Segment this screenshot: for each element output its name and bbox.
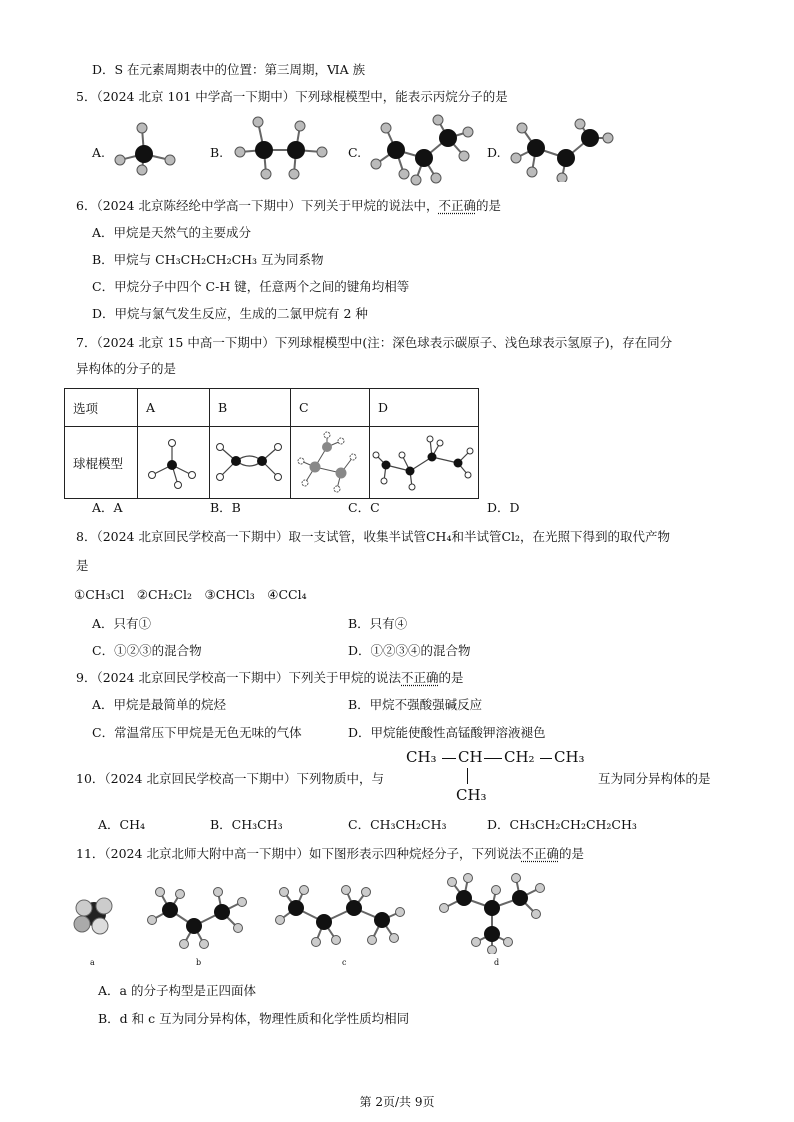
q9-stem: 9．（2024 北京回民学校高一下期中）下列关于甲烷的说法不正确的是 [76,670,464,685]
q7-option-a: A．A [92,500,123,515]
q11-model-b [144,880,254,952]
q10-option-a: A．CH₄ [98,817,146,832]
q11-option-a: A．a 的分子构型是正四面体 [98,983,256,998]
q7-model-d [370,427,478,495]
q11-label-d: d [494,958,500,967]
q6-option-a: A．甲烷是天然气的主要成分 [92,225,252,240]
q7-header-b: B [210,389,291,427]
q8-option-b: B．只有④ [348,616,408,631]
q10-stem: 10．（2024 北京回民学校高一下期中）下列物质中，与 [76,771,384,786]
q5-model-b [230,112,340,182]
q8-option-d: D．①②③④的混合物 [348,643,471,658]
q10-bond-2 [484,758,502,759]
q9-option-a: A．甲烷是最简单的烷烃 [92,697,227,712]
q10-bond-3 [540,758,552,759]
q5-label-d: D. [487,145,501,160]
q7-option-b: B．B [210,500,241,515]
q11-label-c: c [342,958,347,967]
q7-model-b [210,427,290,495]
q10-structural-formula [406,748,596,808]
q5-stem: 5．（2024 北京 101 中学高一下期中）下列球棍模型中，能表示丙烷分子的是 [76,89,508,104]
q11-label-b: b [196,958,202,967]
q5-label-c: C. [348,145,362,160]
q8-stem-line1: 8．（2024 北京回民学校高一下期中）取一支试管，收集半试管CH₄和半试管Cl₂，在光照下得到的取代产物 [76,529,671,544]
q11-model-d [436,870,556,954]
q11-label-a: a [90,958,95,967]
q11-option-b: B．d 和 c 互为同分异构体，物理性质和化学性质均相同 [98,1011,410,1026]
q7-model-a [138,427,208,495]
q10-bond-1 [442,758,456,759]
q4-option-d: D．S 在元素周期表中的位置：第三周期，ⅥA 族 [92,62,366,77]
q5-model-a [112,118,192,178]
q7-header-a: A [138,389,210,427]
q8-products: ①CH₃Cl ②CH₂Cl₂ ③CHCl₃ ④CCl₄ [74,587,307,602]
q10-formula-ch3-right: CH₃ [554,748,585,766]
q10-formula-ch2: CH₂ [504,748,535,766]
q7-option-d: D．D [487,500,520,515]
q10-stem-end: 互为同分异构体的是 [598,771,711,786]
q5-label-b: B. [210,145,224,160]
q5-model-d [506,118,616,182]
q11-model-c [274,878,410,952]
q10-bond-branch [467,768,468,784]
q7-model-c [291,427,369,495]
q5-model-c [368,112,476,186]
q11-model-a [70,892,120,942]
q8-option-a: A．只有① [92,616,152,631]
q7-option-c: C．C [348,500,380,515]
q10-formula-ch: CH [458,748,483,766]
q9-option-b: B．甲烷不强酸强碱反应 [348,697,483,712]
q7-row-label: 球棍模型 [65,427,138,499]
q7-header-d: D [370,389,479,427]
q10-formula-ch3-left: CH₃ [406,748,437,766]
q6-option-b: B．甲烷与 CH₃CH₂CH₂CH₃ 互为同系物 [92,252,324,267]
q7-stem-line2: 异构体的分子的是 [76,361,177,376]
q10-option-b: B．CH₃CH₃ [210,817,283,832]
q9-option-c: C．常温常压下甲烷是无色无味的气体 [92,725,302,740]
q6-option-d: D．甲烷与氯气发生反应，生成的二氯甲烷有 2 种 [92,306,368,321]
q10-option-d: D．CH₃CH₂CH₂CH₂CH₃ [487,817,637,832]
q7-stem-line1: 7．（2024 北京 15 中高一下期中）下列球棍模型中(注：深色球表示碳原子、浅色球表示氢原子)，存在同分 [76,335,673,350]
q10-option-c: C．CH₃CH₂CH₃ [348,817,447,832]
q5-label-a: A. [92,145,106,160]
q8-stem-line2: 是 [76,558,89,573]
q6-stem: 6．（2024 北京陈经纶中学高一下期中）下列关于甲烷的说法中，不正确的是 [76,198,502,213]
q7-table [64,388,479,499]
q11-stem: 11．（2024 北京北师大附中高一下期中）如下图形表示四种烷烃分子，下列说法不正确的是 [76,846,584,861]
page-footer: 第 2页/共 9页 [359,1095,435,1109]
q6-option-c: C．甲烷分子中四个 C-H 键，任意两个之间的键角均相等 [92,279,410,294]
q10-formula-branch: CH₃ [456,786,487,804]
q9-option-d: D．甲烷能使酸性高锰酸钾溶液褪色 [348,725,546,740]
q7-header-option: 选项 [65,389,138,427]
q7-header-c: C [291,389,370,427]
q8-option-c: C．①②③的混合物 [92,643,202,658]
